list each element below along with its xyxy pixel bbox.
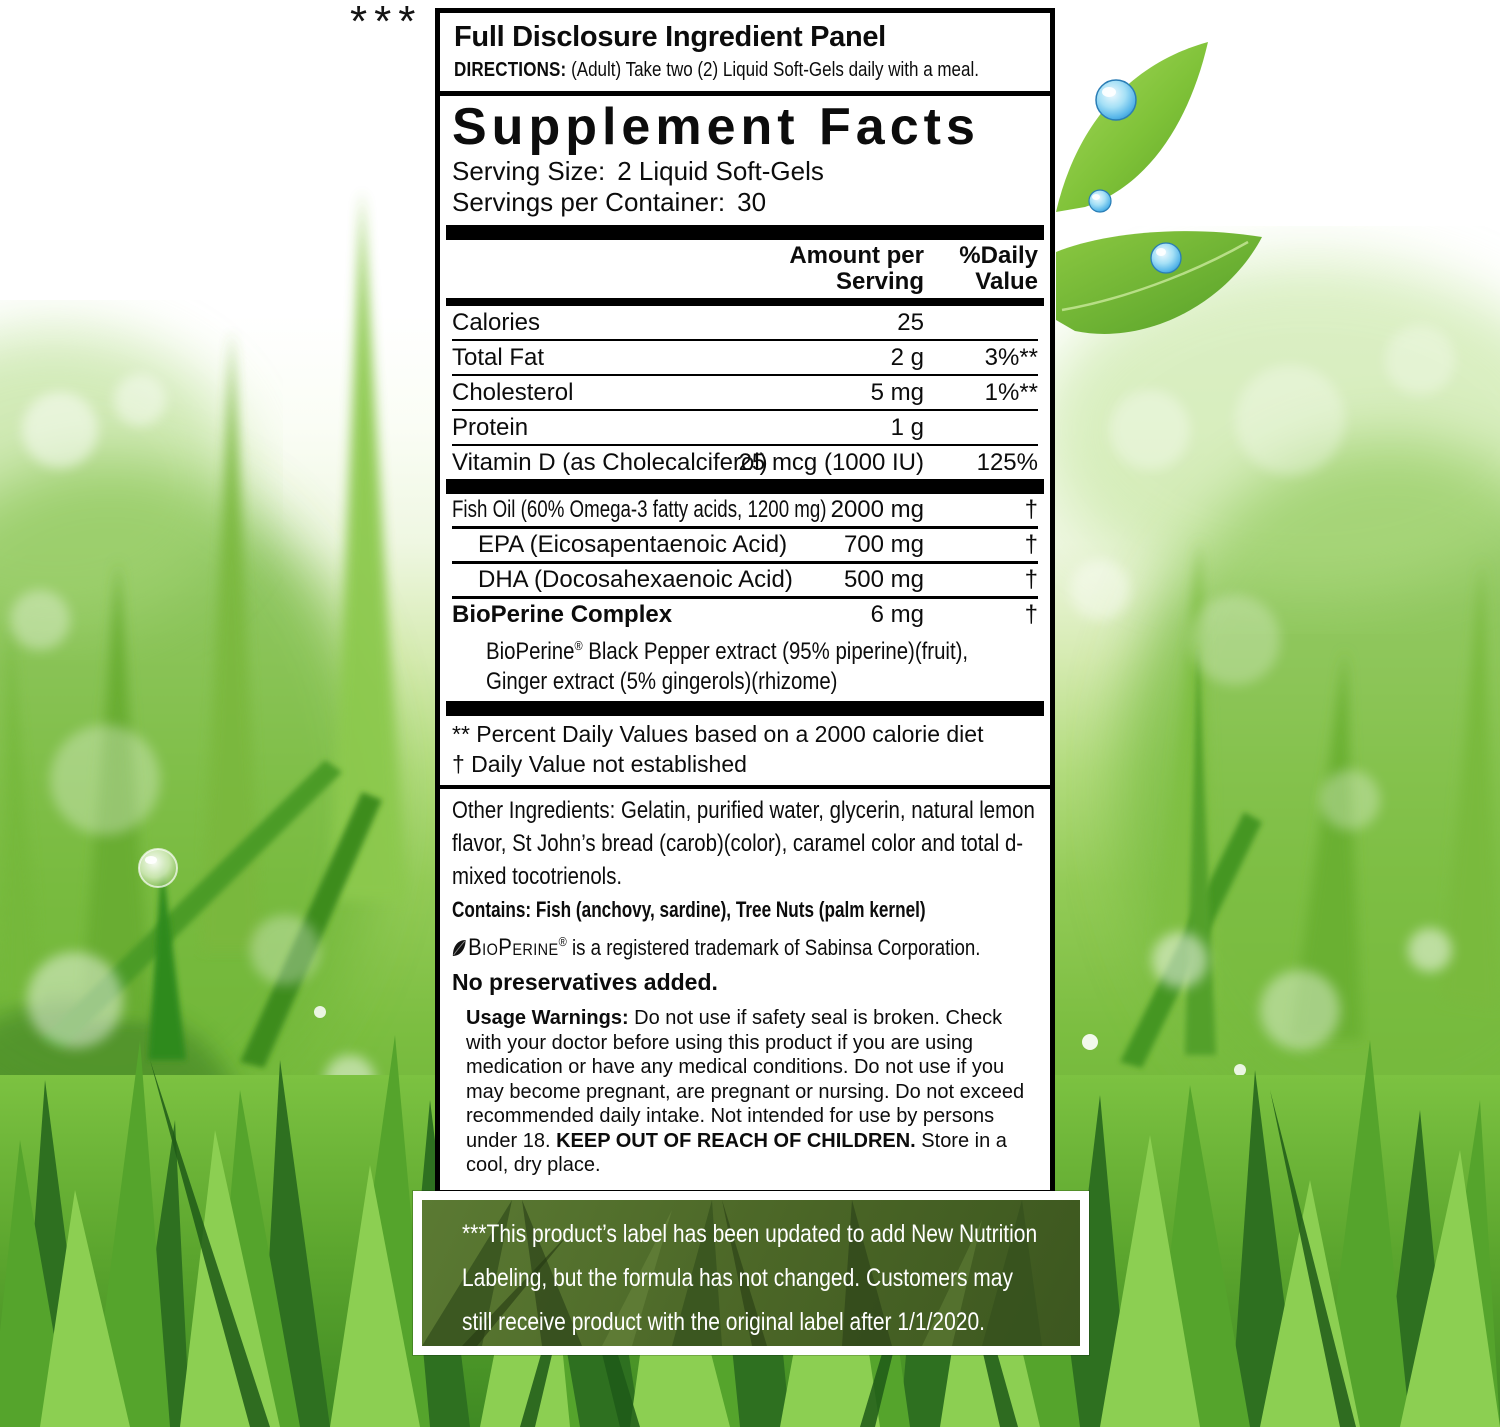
serving-size-label: Serving Size: bbox=[452, 156, 606, 186]
ingredient-name: BioPerine Complex bbox=[452, 601, 673, 628]
ingredient-amount: 2000 mg bbox=[830, 496, 924, 523]
ingredient-panel bbox=[435, 8, 1055, 98]
nutrient-name: Total Fat bbox=[452, 344, 545, 371]
nutrient-row bbox=[452, 306, 1038, 341]
notice-line: ***This product’s label has been updated to add New Nutrition bbox=[462, 1220, 1038, 1248]
trademark-line bbox=[452, 927, 981, 965]
ingredient-amount: 700 mg bbox=[843, 531, 924, 558]
facts-header-row bbox=[452, 240, 1038, 298]
detail-text: Ginger extract (5% gingerols)(rhizome) bbox=[486, 668, 838, 695]
servings-label: Servings per Container: bbox=[452, 187, 726, 217]
label-update-notice bbox=[413, 1191, 1089, 1355]
nutrient-name: Vitamin D (as Cholecalciferol) bbox=[452, 449, 768, 476]
nutrient-name: Calories bbox=[452, 309, 541, 336]
divider-bar bbox=[446, 298, 1044, 306]
nutrient-row bbox=[452, 411, 1038, 446]
nutrient-amount: 2 g bbox=[890, 344, 924, 371]
registered-mark: ® bbox=[558, 934, 567, 949]
ingredient-dv: † bbox=[1024, 531, 1038, 558]
ingredient-dv: † bbox=[1024, 496, 1038, 523]
servings-per-container bbox=[452, 187, 1038, 218]
usage-warnings-label: Usage Warnings: bbox=[466, 1007, 629, 1029]
keep-out-of-reach-text: KEEP OUT OF REACH OF CHILDREN. bbox=[556, 1129, 916, 1152]
nutrient-dv: 3%** bbox=[984, 344, 1038, 371]
directions-line bbox=[454, 56, 1035, 84]
other-ingredients-text: Gelatin, purified water, glycerin, natural lemon flavor, St John’s bread (carob)(color), caramel color and total d-mixed tocotrienols. bbox=[452, 797, 1035, 890]
nutrient-name: Cholesterol bbox=[452, 379, 574, 406]
trademark-text: is a registered trademark of Sabinsa Corporation. bbox=[566, 935, 981, 960]
ingredient-amount: 500 mg bbox=[843, 566, 924, 593]
water-droplet bbox=[1151, 243, 1181, 273]
notice-line: still receive product with the original label after 1/1/2020. bbox=[462, 1308, 985, 1336]
nutrient-dv: 1%** bbox=[984, 379, 1038, 406]
section-divider bbox=[440, 785, 1050, 789]
nutrient-amount: 1 g bbox=[890, 414, 924, 441]
servings-value: 30 bbox=[737, 187, 767, 217]
active-ingredient-row bbox=[452, 599, 1038, 631]
supplement-facts-panel bbox=[435, 91, 1055, 1195]
no-preservatives-statement: No preservatives added. bbox=[452, 969, 718, 995]
footnote-dagger: † Daily Value not established bbox=[452, 751, 747, 777]
storage-text: Store in a cool, dry place. bbox=[466, 1129, 1007, 1176]
serving-size-value: 2 Liquid Soft-Gels bbox=[617, 156, 824, 186]
ingredient-dv: † bbox=[1024, 601, 1038, 628]
directions-label: DIRECTIONS: bbox=[454, 59, 567, 81]
bioperine-complex-detail bbox=[452, 631, 1038, 697]
asterisks-note: *** bbox=[350, 0, 423, 46]
water-droplet bbox=[1096, 80, 1136, 120]
brand-name: BioPerine bbox=[486, 638, 575, 665]
supplement-facts-title: Supplement Facts bbox=[452, 98, 980, 156]
other-ingredients bbox=[452, 794, 1037, 893]
ingredient-dv: † bbox=[1024, 566, 1038, 593]
nutrient-row bbox=[452, 341, 1038, 376]
notice-text bbox=[462, 1212, 1147, 1344]
ingredient-name: DHA (Docosahexaenoic Acid) bbox=[478, 566, 793, 593]
footnote-daily-values: ** Percent Daily Values based on a 2000 calorie diet bbox=[452, 721, 984, 747]
nutrient-amount: 5 mg bbox=[870, 379, 924, 406]
directions-text: (Adult) Take two (2) Liquid Soft-Gels daily with a meal. bbox=[566, 59, 979, 81]
ingredient-amount: 6 mg bbox=[870, 601, 924, 628]
notice-line: Labeling, but the formula has not changed. Customers may bbox=[462, 1264, 1013, 1292]
brand-name: BioPerine bbox=[468, 934, 559, 961]
usage-warnings-text: Do not use if safety seal is broken. Check with your doctor before using this product if you are using medication or have any medical conditions. Do not use if you may become pregnant, are pregnant or nursing. Do not exceed recommended daily intake. Not intended for use by persons under 18. bbox=[466, 1007, 1025, 1152]
registered-mark: ® bbox=[574, 638, 583, 653]
nutrient-row bbox=[452, 376, 1038, 411]
ingredient-name: Fish Oil (60% Omega-3 fatty acids, 1200 mg) bbox=[452, 496, 827, 523]
nutrient-amount: 25 mcg (1000 IU) bbox=[738, 449, 924, 476]
divider-bar bbox=[446, 701, 1044, 716]
nutrient-name: Protein bbox=[452, 414, 529, 441]
detail-text: Black Pepper extract (95% piperine)(fruit), bbox=[582, 638, 969, 665]
divider-bar bbox=[446, 479, 1044, 494]
active-ingredient-row bbox=[452, 529, 1038, 564]
nutrient-amount: 25 bbox=[897, 309, 924, 336]
active-ingredient-row bbox=[452, 564, 1038, 599]
daily-value-column-header: %Daily Value bbox=[959, 242, 1038, 295]
serving-size bbox=[452, 156, 1038, 187]
usage-warnings bbox=[452, 1006, 1038, 1178]
other-ingredients-label: Other Ingredients: bbox=[452, 797, 616, 824]
nutrient-row bbox=[452, 446, 1038, 479]
ingredient-panel-title: Full Disclosure Ingredient Panel bbox=[454, 21, 886, 53]
allergen-statement: Contains: Fish (anchovy, sardine), Tree Nuts (palm kernel) bbox=[452, 897, 926, 922]
amount-column-header: Amount per Serving bbox=[789, 242, 924, 295]
leaf-icon bbox=[452, 935, 466, 965]
divider-bar bbox=[446, 225, 1044, 240]
nutrient-dv: 125% bbox=[976, 449, 1038, 476]
active-ingredient-row bbox=[452, 494, 1038, 529]
ingredient-name: EPA (Eicosapentaenoic Acid) bbox=[478, 531, 788, 558]
dewdrop bbox=[139, 849, 177, 887]
water-droplet bbox=[1089, 190, 1111, 212]
